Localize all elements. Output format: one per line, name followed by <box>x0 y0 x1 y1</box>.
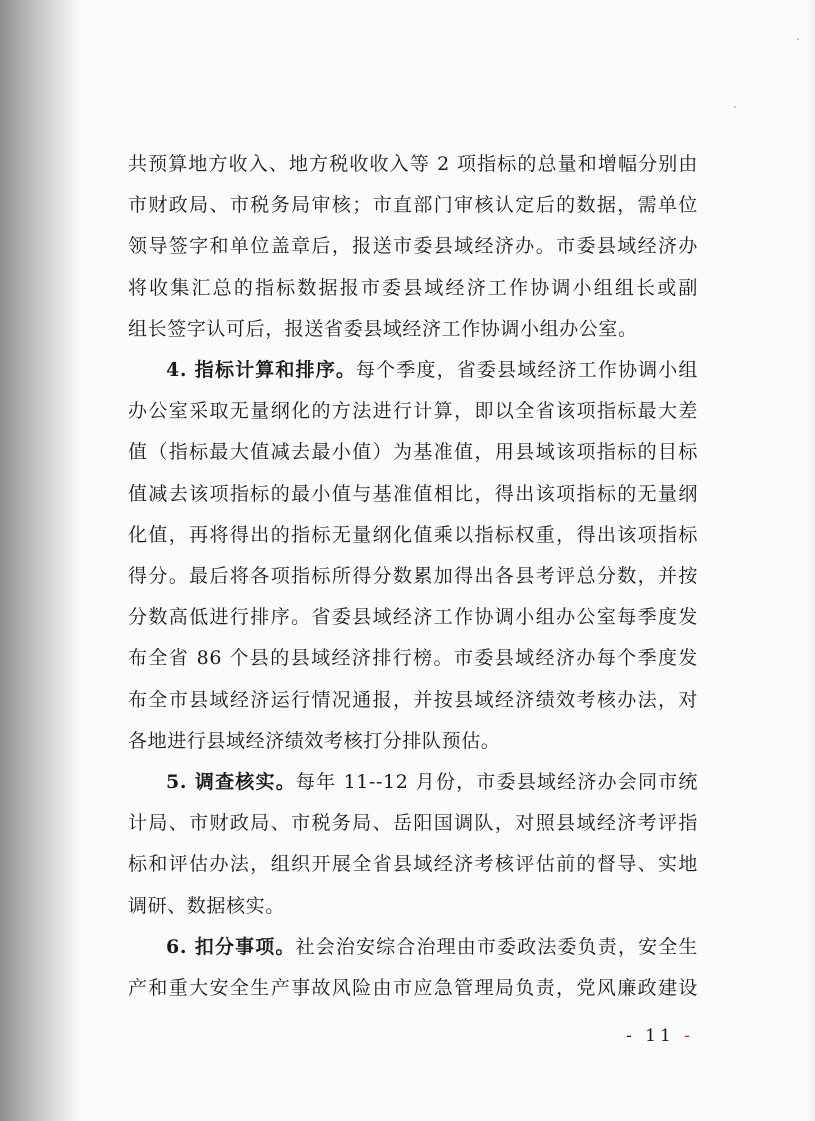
text-line: 各地进行县域经济绩效考核打分排队预估。 <box>128 729 501 752</box>
page-footer <box>626 1026 694 1046</box>
text-run: 社会治安综合治理由市委政法委负责，安全生 <box>295 935 698 958</box>
text-line: 计局、市财政局、市税务局、岳阳国调队，对照县域经济考评指 <box>128 812 698 835</box>
text-run: 每年 11--12 月份，市委县域经济办会同市统 <box>295 771 698 794</box>
text-line: 组长签字认可后，报送省委县域经济工作协调小组办公室。 <box>128 317 638 340</box>
paragraph <box>128 762 698 927</box>
section-heading: 4. 指标计算和排序。 <box>166 359 356 382</box>
text-line: 化值，再将得出的指标无量纲化值乘以指标权重，得出该项指标 <box>128 523 698 546</box>
text-line: 布全市县域经济运行情况通报，并按县域经济绩效考核办法，对 <box>128 688 698 711</box>
text-line: 调研、数据核实。 <box>128 894 285 917</box>
paragraph <box>128 350 698 762</box>
scan-speck <box>734 106 736 108</box>
text-line: 领导签字和单位盖章后，报送市委县域经济办。市委县域经济办 <box>128 235 698 258</box>
paragraph <box>128 927 698 1009</box>
paragraph <box>128 144 698 350</box>
text-run: 每个季度，省委县域经济工作协调小组 <box>356 359 698 382</box>
text-line: 得分。最后将各项指标所得分数累加得出各县考评总分数，并按 <box>128 565 698 588</box>
text-line <box>128 350 698 391</box>
page-number: 11 <box>645 1026 675 1046</box>
page-dash-right: - <box>684 1026 694 1046</box>
text-line: 分数高低进行排序。省委县域经济工作协调小组办公室每季度发 <box>128 606 698 629</box>
section-heading: 5. 调查核实。 <box>166 771 296 794</box>
text-line: 市财政局、市税务局审核；市直部门审核认定后的数据，需单位 <box>128 194 698 217</box>
text-line: 共预算地方收入、地方税收收入等 2 项指标的总量和增幅分别由 <box>128 153 698 175</box>
text-line: 值减去该项指标的最小值与基准值相比，得出该项指标的无量纲 <box>128 482 698 505</box>
text-line <box>128 927 698 968</box>
text-line: 将收集汇总的指标数据报市委县域经济工作协调小组组长或副 <box>128 276 698 299</box>
text-line: 办公室采取无量纲化的方法进行计算，即以全省该项指标最大差 <box>128 400 698 423</box>
text-line: 布全省 86 个县的县域经济排行榜。市委县域经济办每个季度发 <box>128 647 698 670</box>
section-heading: 6. 扣分事项。 <box>166 935 296 958</box>
text-line <box>128 762 698 803</box>
scan-right-edge <box>807 0 815 1121</box>
document-body <box>128 144 698 1009</box>
text-line: 值（指标最大值减去最小值）为基准值，用县域该项指标的目标 <box>128 441 698 464</box>
page-dash-left: - <box>626 1026 636 1046</box>
scan-shadow-edge <box>0 0 80 1121</box>
text-line: 标和评估办法，组织开展全省县域经济考核评估前的督导、实地 <box>128 853 698 876</box>
text-line: 产和重大安全生产事故风险由市应急管理局负责，党风廉政建设 <box>128 977 698 1000</box>
scan-speck <box>797 38 799 40</box>
